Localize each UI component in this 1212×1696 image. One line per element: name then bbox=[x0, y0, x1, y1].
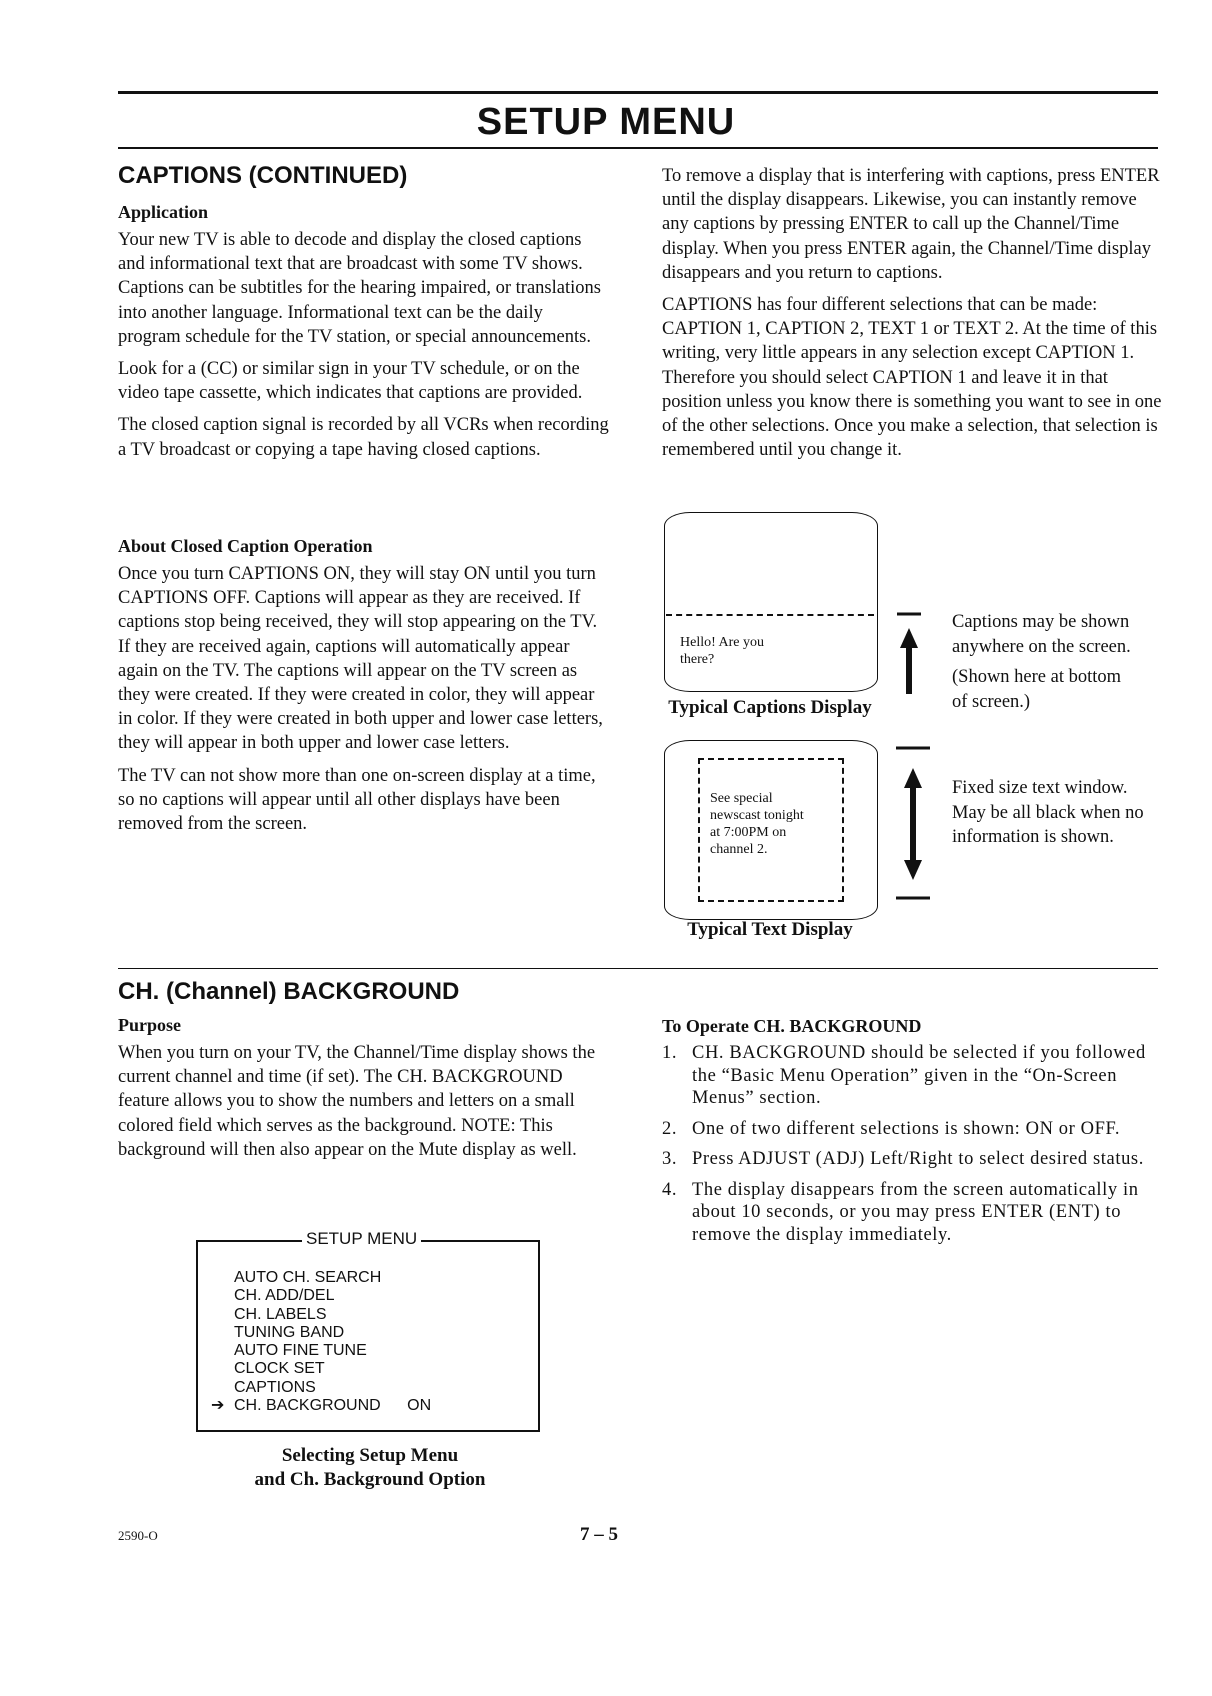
menu-item[interactable]: TUNING BAND bbox=[234, 1323, 345, 1341]
footer-code: 2590-O bbox=[118, 1528, 158, 1543]
up-arrow-icon bbox=[896, 612, 922, 696]
application-paragraph: Your new TV is able to decode and display the closed captions and informational text that are broadcast with some TV shows. Captions can be subtitles for the hearing impaired, or translations into another language. Informational text can be the daily program schedule for the TV station, or special announcements. bbox=[118, 230, 601, 347]
captions-figure-caption: Typical Captions Display bbox=[668, 697, 872, 718]
menu-item[interactable]: CLOCK SET bbox=[234, 1360, 325, 1378]
operation-paragraph: Once you turn CAPTIONS ON, they will stay ON until you turn CAPTIONS OFF. Captions will appear as they are received. If captions stop being received, they will stop appearing on the TV. If they are received again, captions will automatically appear again on the TV. The captions will appear on the TV screen as they were created. If they were created in color, they will appear in color. If they were created in both upper and lower case letters, they will appear in both upper and lower case letters. bbox=[118, 564, 603, 754]
selection-arrow-icon: ➔ bbox=[211, 1397, 225, 1415]
captions-right-text bbox=[662, 164, 1162, 470]
page-title: SETUP MENU bbox=[476, 101, 736, 143]
application-paragraph: Look for a (CC) or similar sign in your TV schedule, or on the video tape cassette, which indicates that captions are provided. bbox=[118, 359, 583, 404]
text-figure-note: Fixed size text window. May be all black when no information is shown. bbox=[952, 778, 1144, 847]
right-paragraph: To remove a display that is interfering with captions, press ENTER until the display disappears. Likewise, you can instantly remove any captions by pressing ENTER to call up the Channel/Time display. When you press ENTER again, the Channel/Time display disappears and you return to captions. bbox=[662, 166, 1160, 283]
selected-value: ON bbox=[407, 1397, 432, 1415]
menu-item[interactable]: CH. ADD/DEL bbox=[234, 1287, 335, 1305]
purpose-text: When you turn on your TV, the Channel/Time display shows the current channel and time (if set). The CH. BACKGROUND feature allows you to show the numbers and letters on a small colored field which serves as the background. NOTE: This background will then also appear on the Mute display as well. bbox=[118, 1043, 596, 1160]
text-figure-caption: Typical Text Display bbox=[687, 919, 853, 940]
right-paragraph: CAPTIONS has four different selections that can be made: CAPTION 1, CAPTION 2, TEXT 1 or TEXT 2. At the time of this writing, very little appears in any selection except CAPTION 1. Therefore you should select CAPTION 1 and leave it in that position unless you know there is something you want to see in one of the other selections. Once you make a selection, that selection is remembered until you change it. bbox=[662, 295, 1162, 461]
top-rule bbox=[118, 91, 1158, 94]
operation-text bbox=[118, 562, 610, 844]
step-item: 2. One of two different selections is shown: ON or OFF. bbox=[662, 1118, 1121, 1139]
setup-menu-title: SETUP MENU bbox=[302, 1229, 421, 1249]
background-heading: CH. (Channel) BACKGROUND bbox=[118, 978, 460, 1005]
menu-item[interactable]: AUTO CH. SEARCH bbox=[234, 1269, 382, 1286]
purpose-heading: Purpose bbox=[118, 1015, 181, 1035]
caption-area-divider bbox=[666, 614, 874, 616]
application-heading: Application bbox=[118, 202, 209, 222]
page-number: 7 – 5 bbox=[580, 1524, 618, 1545]
menu-item[interactable]: CAPTIONS bbox=[234, 1378, 316, 1396]
step-item: 4. The display disappears from the screen automatically in about 10 seconds, or you may press ENTER (ENT) to remove the display immediately. bbox=[662, 1179, 1139, 1245]
captions-screen-text: Hello! Are you there? bbox=[680, 635, 764, 667]
step-item: 1. CH. BACKGROUND should be selected if you followed the “Basic Menu Operation” given in the “On-Screen Menus” section. bbox=[662, 1043, 1146, 1108]
menu-item[interactable]: AUTO FINE TUNE bbox=[234, 1342, 367, 1360]
application-paragraph: The closed caption signal is recorded by all VCRs when recording a TV broadcast or copying a tape having closed captions. bbox=[118, 415, 609, 460]
section-rule bbox=[118, 968, 1158, 969]
menu-figure-caption: Selecting Setup Menu and Ch. Background Option bbox=[254, 1445, 486, 1490]
operate-steps bbox=[662, 1042, 1162, 1254]
title-rule bbox=[118, 147, 1158, 149]
captions-figure-note: Captions may be shown anywhere on the screen. (Shown here at bottom of screen.) bbox=[952, 612, 1131, 712]
double-arrow-icon bbox=[894, 746, 932, 900]
captions-heading: CAPTIONS (CONTINUED) bbox=[118, 162, 408, 189]
operation-paragraph: The TV can not show more than one on-screen display at a time, so no captions will appear until all other displays have been removed from the screen. bbox=[118, 765, 596, 835]
setup-menu-list bbox=[211, 1269, 432, 1415]
operation-heading: About Closed Caption Operation bbox=[118, 536, 373, 556]
menu-item[interactable]: CH. LABELS bbox=[234, 1305, 327, 1323]
operate-heading: To Operate CH. BACKGROUND bbox=[662, 1016, 922, 1036]
text-screen-text: See special newscast tonight at 7:00PM on channel 2. bbox=[710, 791, 804, 857]
step-item: 3. Press ADJUST (ADJ) Left/Right to select desired status. bbox=[662, 1149, 1144, 1169]
application-text bbox=[118, 228, 610, 470]
menu-item-selected[interactable]: ➔ CH. BACKGROUND ON bbox=[211, 1397, 432, 1415]
